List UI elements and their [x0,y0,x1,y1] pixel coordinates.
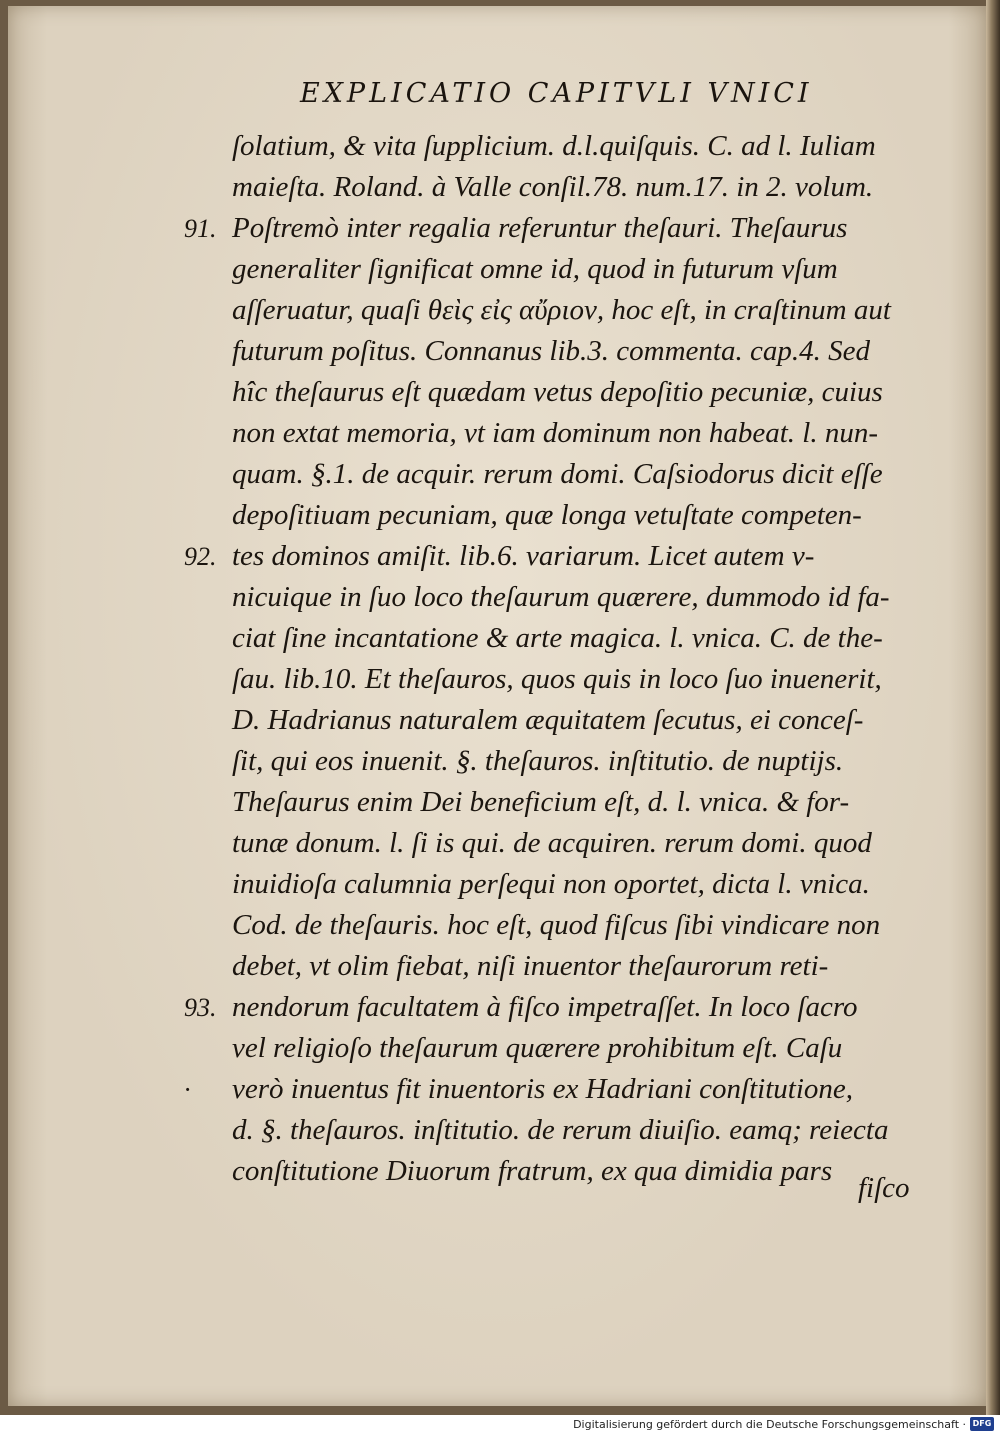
text-line [232,454,922,495]
text-line [232,946,922,987]
line-text: d. §. theſauros. inſtitutio. de rerum diuiſio. eamq; reiecta [232,1114,889,1146]
text-line [184,1069,922,1110]
text-line [232,249,922,290]
page-edge [986,0,1000,1415]
line-text: quam. §.1. de acquir. rerum domi. Caſsiodorus dicit eſſe [232,458,883,490]
footer-credit: Digitalisierung gefördert durch die Deutsche Forschungsgemeinschaft · [573,1418,966,1431]
text-line [232,1028,922,1069]
line-text: verò inuentus fit inuentoris ex Hadriani conſtitutione, [232,1073,854,1105]
line-text: Theſaurus enim Dei beneficium eſt, d. l. vnica. & for- [232,786,850,818]
line-text: Cod. de theſauris. hoc eſt, quod fiſcus ſibi vindicare non [232,909,881,941]
text-line [184,987,922,1028]
text-line [184,208,922,249]
line-text: futurum poſitus. Connanus lib.3. commenta. cap.4. Sed [232,335,870,367]
text-line [232,413,922,454]
line-text: debet, vt olim fiebat, niſi inuentor theſaurorum reti- [232,950,829,982]
margin-number: · [184,1075,191,1104]
body-text [184,126,922,1192]
line-text: inuidioſa calumnia perſequi non oportet, dicta l. vnica. [232,868,870,900]
text-line [232,1151,922,1192]
line-text: nendorum facultatem à fiſco impetraſſet. In loco ſacro [232,991,858,1023]
text-line [184,536,922,577]
footer-bar [0,1415,1000,1435]
line-text: tes dominos amiſit. lib.6. variarum. Licet autem v- [232,540,815,572]
line-text: aſſeruatur, quaſi θεὶς εἰς αὔριον, hoc eſt, in craſtinum aut [232,294,891,326]
text-line [232,167,922,208]
line-text: D. Hadrianus naturalem æquitatem ſecutus, ei conceſ- [232,704,864,736]
running-head: EXPLICATIO CAPITVLI VNICI [300,78,813,109]
text-line [232,864,922,905]
line-text: depoſitiuam pecuniam, quæ longa vetuſtate competen- [232,499,862,531]
catchword: fiſco [858,1172,910,1204]
line-text: ſau. lib.10. Et theſauros, quos quis in loco ſuo inuenerit, [232,663,882,695]
line-text: conſtitutione Diuorum fratrum, ex qua dimidia pars [232,1155,833,1187]
margin-number: 91. [184,214,217,243]
line-text: ciat ſine incantatione & arte magica. l. vnica. C. de the- [232,622,883,654]
margin-number: 93. [184,993,217,1022]
text-line [232,495,922,536]
text-line [232,290,922,331]
line-text: hîc theſaurus eſt quædam vetus depoſitio pecuniæ, cuius [232,376,883,408]
line-text: non extat memoria, vt iam dominum non habeat. l. nun- [232,417,878,449]
text-line [232,905,922,946]
line-text: vel religioſo theſaurum quærere prohibitum eſt. Caſu [232,1032,843,1064]
line-text: Poſtremò inter regalia referuntur theſauri. Theſaurus [232,212,848,244]
text-line [232,577,922,618]
text-line [232,741,922,782]
line-text: maieſta. Roland. à Valle conſil.78. num.17. in 2. volum. [232,171,874,203]
text-line [232,823,922,864]
text-line [232,618,922,659]
text-line [232,1110,922,1151]
line-text: ſit, qui eos inuenit. §. theſauros. inſtitutio. de nuptijs. [232,745,844,777]
line-text: tunæ donum. l. ſi is qui. de acquiren. rerum domi. quod [232,827,872,859]
text-line [232,126,922,167]
text-line [232,782,922,823]
text-line [232,372,922,413]
text-line [232,659,922,700]
margin-number: 92. [184,542,217,571]
line-text: ſolatium, & vita ſupplicium. d.l.quiſquis. C. ad l. Iuliam [232,130,876,162]
text-line [232,331,922,372]
line-text: nicuique in ſuo loco theſaurum quærere, dummodo id fa- [232,581,890,613]
text-line [232,700,922,741]
line-text: generaliter ſignificat omne id, quod in futurum vſum [232,253,838,285]
dfg-logo-icon: DFG [970,1417,994,1431]
